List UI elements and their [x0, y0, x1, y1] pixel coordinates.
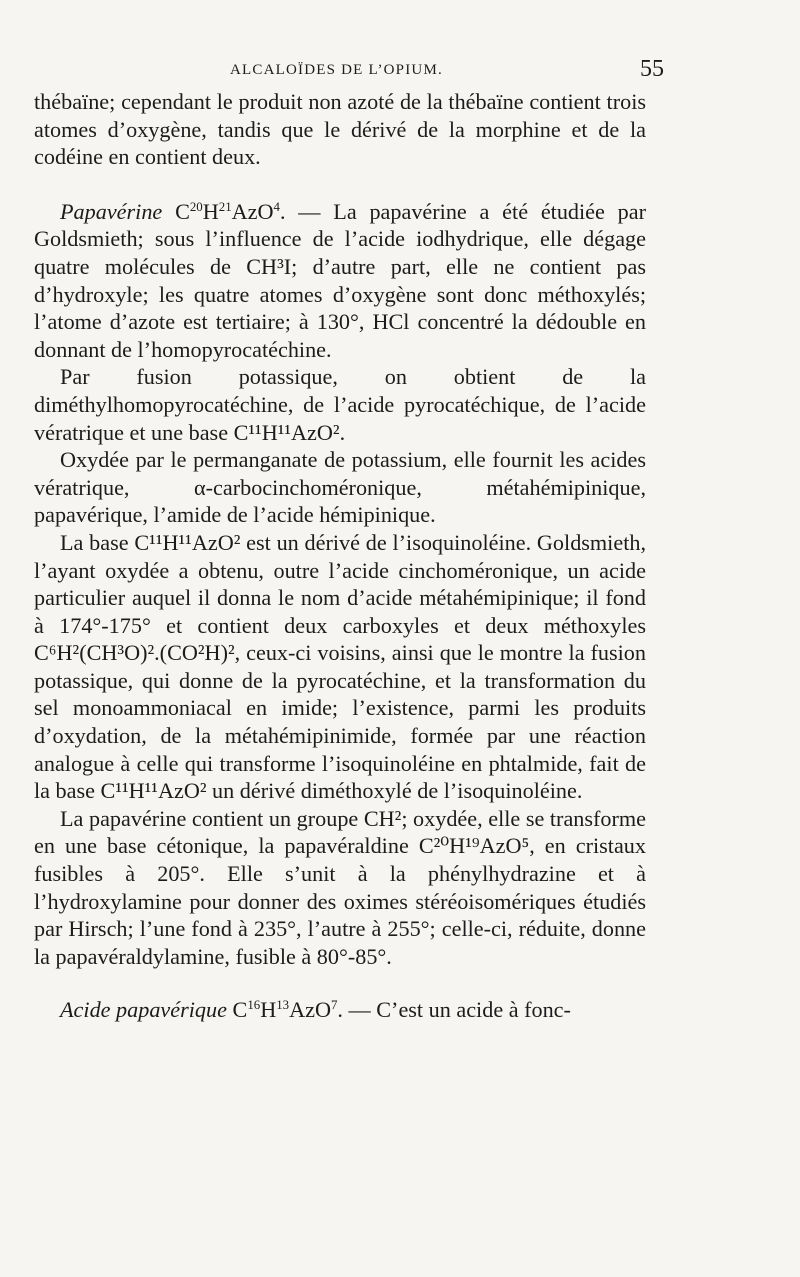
formula-papaverine: $C^{20}H^{21}AzO^4$ [175, 198, 280, 224]
running-head [36, 56, 664, 86]
paragraph-oxydation-permanganate: Oxydée par le permanganate de potassium, elle fournit les acides vératrique, α-carbocinchoméronique, métahémipinique, papavérique, l’amide de l’acide hémipinique. [34, 447, 646, 528]
formula-acide-papaverique: $C^{16}H^{13}AzO^7$ [232, 997, 338, 1023]
paragraph-fusion-potassique: Par fusion potassique, on obtient de la diméthylhomopyrocatéchine, de l’acide pyrocatéchique, de l’acide vératrique et une base C¹¹H¹¹AzO². [34, 364, 646, 445]
running-title: ALCALOÏDES DE L’OPIUM. [230, 62, 443, 78]
body-text [34, 88, 646, 1024]
section-heading-acide-papaverique: Acide papavérique [60, 997, 227, 1023]
paragraph-base-isoquinoleine: La base C¹¹H¹¹AzO² est un dérivé de l’isoquinoléine. Goldsmieth, l’ayant oxydée a obtenu, outre l’acide cinchoméronique, un acide particulier auquel il donna le nom d’acide métahémipinique; il fond à 174°-175° et contient deux carboxyles et deux méthoxyles C⁶H²(CH³O)².(CO²H)², ceux-ci voisins, ainsi que le montre la fusion potassique, qui donne de la pyrocatéchine, et la transformation du sel monoammoniacal en imide; l’existence, parmi les produits d’oxydation, de la métahémipinimide, formée par une réaction analogue à celle qui transforme l’isoquinoléine en phtalmide, fait de la base C¹¹H¹¹AzO² un dérivé diméthoxylé de l’isoquinoléine. [34, 529, 646, 804]
paragraph-groupe-ch2: La papavérine contient un groupe CH²; oxydée, elle se transforme en une base cétonique, la papavéraldine C²⁰H¹⁹AzO⁵, en cristaux fusibles à 205°. Elle s’unit à la phénylhydrazine et à l’hydroxylamine pour donner des oximes stéréoisomériques étudiés par Hirsch; l’une fond à 235°, l’autre à 255°; celle-ci, réduite, donne la papavéraldylamine, fusible à 80°-85°. [34, 805, 646, 969]
paragraph-papaverine [34, 198, 646, 364]
page-number: 55 [640, 56, 664, 82]
paragraph-thebaine-continuation: thébaïne; cependant le produit non azoté de la thébaïne contient trois atomes d’oxygène, tandis que le dérivé de la morphine et de la codéine en contient deux. [34, 89, 646, 170]
paragraph-papaverine-text: . — La papavérine a été étudiée par Goldsmieth; sous l’influence de l’acide iodhydrique, elle dégage quatre molécules de CH³I; d’autre part, elle ne contient pas d’hydroxyle; les quatre atomes d’oxygène sont donc méthoxylés; l’atome d’azote est tertiaire; à 130°, HCl concentré la dédouble en donnant de l’homopyrocatéchine. [34, 198, 646, 362]
paragraph-acide-papaverique [34, 996, 646, 1024]
paragraph-acide-papaverique-text: . — C’est un acide à fonc- [337, 997, 571, 1023]
section-heading-papaverine: Papavérine [60, 198, 163, 224]
